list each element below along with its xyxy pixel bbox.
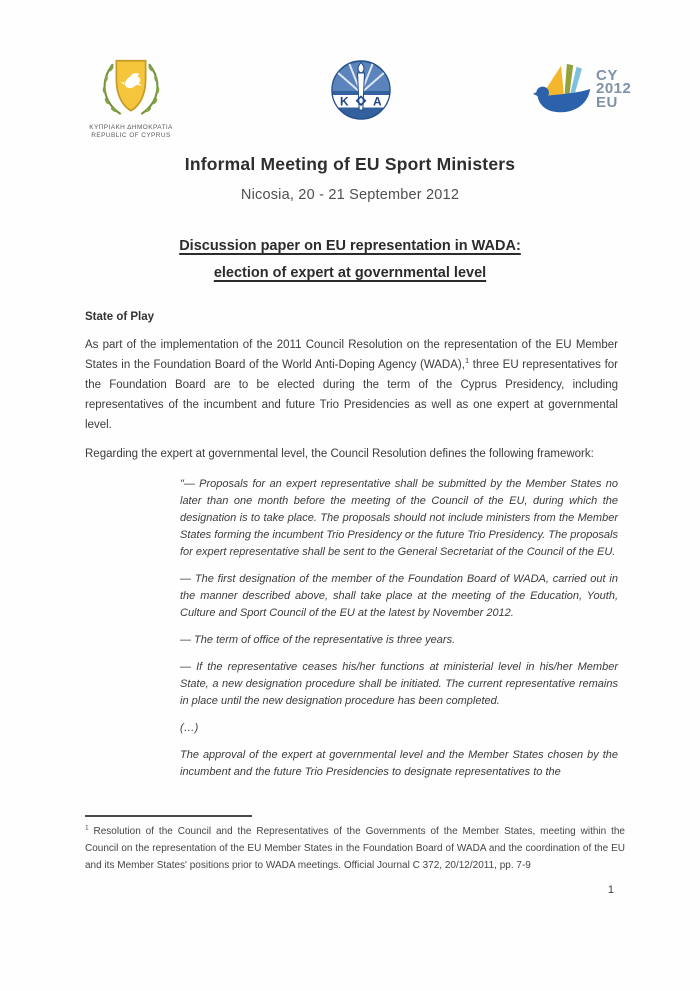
- section-heading: State of Play: [85, 311, 155, 323]
- koa-sport-organisation-logo: [328, 58, 394, 122]
- logo-header: [0, 0, 700, 140]
- document-heading-line2: election of expert at governmental level: [213, 265, 487, 281]
- koa-letter-a: A: [373, 94, 382, 109]
- koa-letter-k: K: [340, 94, 349, 109]
- cy2012-eu-presidency-logo: [532, 60, 642, 118]
- cy2012-line-eu: EU: [596, 93, 618, 111]
- footnote-marker: 1: [85, 824, 89, 832]
- cy2012-line-cy: CY: [596, 66, 618, 84]
- document-body: [85, 311, 618, 781]
- footnote-reference: 1: [464, 356, 470, 366]
- paragraph-text: As part of the implementation of the 2011 Council Resolution on the representation of the EU Member States in the Foundation Board of the World Anti-Doping Agency (WADA),: [85, 339, 618, 371]
- footnote-divider: [85, 815, 252, 817]
- quote-paragraph-ceases-functions: — If the representative ceases his/her functions at ministerial level in his/her Member State, a new designation procedure shall be initiated. The current representative remains in place until the new designation procedure has been completed.: [180, 661, 618, 707]
- quote-paragraph-first-designation: — The first designation of the member of the Foundation Board of WADA, carried out in the manner described above, shall take place at the meeting of the Education, Youth, Culture and Sport Council of the EU at the latest by November 2012.: [180, 573, 618, 619]
- cy2012-line-2012: 2012: [596, 80, 632, 98]
- cy2012-wordmark: [596, 66, 632, 111]
- footnote: [85, 823, 625, 874]
- paragraph-regarding-framework: Regarding the expert at governmental level, the Council Resolution defines the following framework:: [85, 448, 594, 460]
- page-number: 1: [607, 884, 614, 896]
- quote-paragraph-term-of-office: — The term of office of the representative is three years.: [180, 634, 456, 646]
- koa-torch-icon: [329, 58, 393, 122]
- quote-paragraph-ellipsis: (…): [180, 722, 199, 734]
- quote-paragraph-proposals: "— Proposals for an expert representative shall be submitted by the Member States no later than one month before the meeting of the Council of the EU, during which the designation is to take place. The proposals should not include ministers from the Member States forming the incumbent Trio Presidency or the future Trio Presidency. The proposals for expert representative shall be sent to the General Secretariat of the Council of the EU.: [180, 478, 618, 558]
- cyprus-caption-english: REPUBLIC OF CYPRUS: [91, 132, 171, 139]
- paragraph-state-of-play: [85, 335, 618, 435]
- republic-of-cyprus-logo: [72, 56, 190, 140]
- paragraph-text: three EU representatives for the Foundation Board are to be elected during the term of the Cyprus Presidency, including representatives of the incumbent and future Trio Presidencies as well as one expert at governmental level.: [85, 359, 619, 431]
- quote-paragraph-approval: The approval of the expert at governmental level and the Member States chosen by the incumbent and the future Trio Presidencies to designate representatives to the: [180, 749, 618, 778]
- document-heading: [0, 233, 700, 287]
- page-title: Informal Meeting of EU Sport Ministers: [184, 154, 516, 174]
- cy2012-bird-boat-icon: [532, 60, 594, 118]
- council-resolution-quote: [180, 476, 618, 781]
- cyprus-caption-greek: ΚΥΠΡΙΑΚΗ ΔΗΜΟΚΡΑΤΙΑ: [89, 124, 173, 131]
- document-heading-line1: Discussion paper on EU representation in WADA:: [179, 238, 521, 254]
- meeting-date: Nicosia, 20 - 21 September 2012: [240, 187, 460, 203]
- footnote-text: Resolution of the Council and the Representatives of the Governments of the Member States, meeting within the Council on the representation of the EU Member States in the Foundation Board of WADA and the coordination of the EU and its Member States' positions prior to WADA meetings. Official Journal C 372, 20/12/2011, pp. 7-9: [85, 826, 625, 871]
- footnote-area: [85, 815, 625, 874]
- cyprus-coat-of-arms-icon: [88, 56, 174, 124]
